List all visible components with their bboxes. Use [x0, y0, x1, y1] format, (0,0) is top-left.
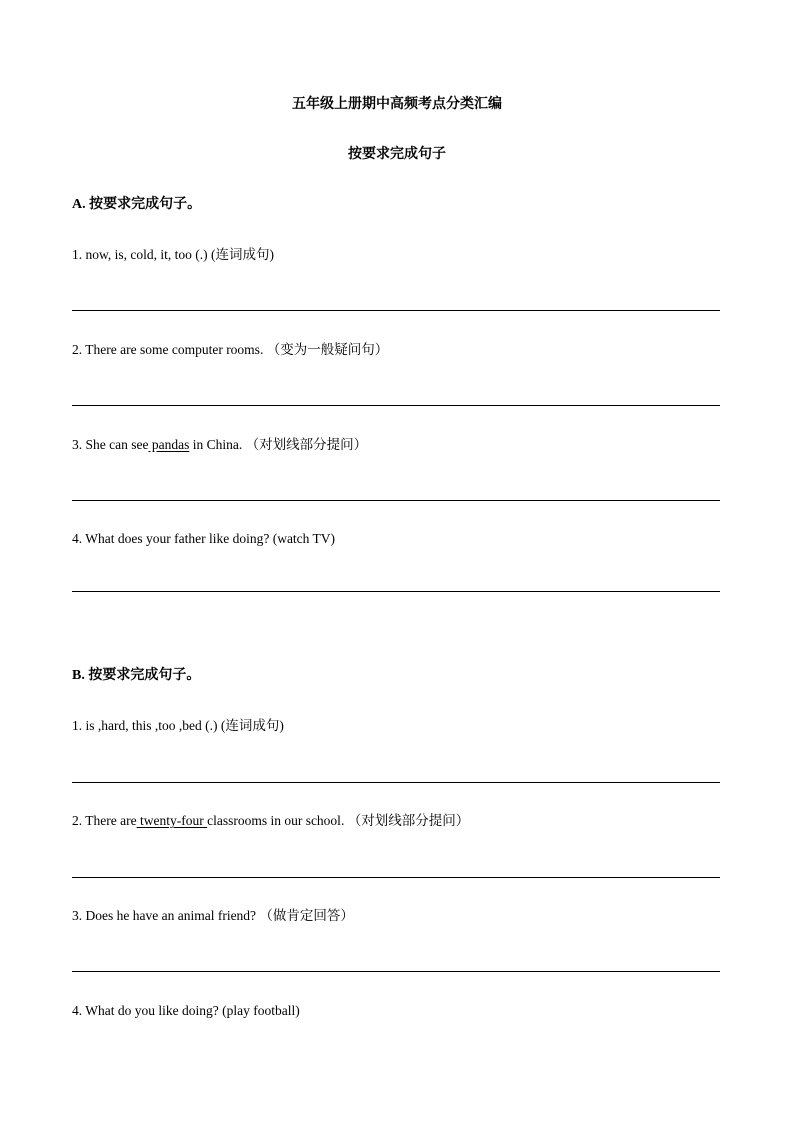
section-b-answer-line-2[interactable] [72, 877, 720, 878]
section-a-answer-line-4[interactable] [72, 591, 720, 592]
question-text: 2. There are [72, 813, 137, 828]
question-text: 3. She can see [72, 437, 149, 452]
section-a-question-4: 4. What does your father like doing? (watch TV) [72, 531, 336, 546]
page-title: 五年级上册期中高频考点分类汇编 [292, 97, 502, 112]
page-subtitle: 按要求完成句子 [348, 147, 446, 162]
section-b-answer-line-3[interactable] [72, 971, 720, 972]
question-text: in China. （对划线部分提问） [189, 437, 368, 452]
section-b-question-1: 1. is ,hard, this ,too ,bed (.) (连词成句) [72, 718, 284, 733]
section-b-question-3: 3. Does he have an animal friend? （做肯定回答） [72, 908, 354, 923]
section-a-heading: A. 按要求完成句子。 [72, 197, 202, 212]
section-a-question-2: 2. There are some computer rooms. （变为一般疑问句） [72, 342, 389, 357]
section-b-answer-line-1[interactable] [72, 782, 720, 783]
section-a-question-3 [72, 436, 367, 454]
question-text: classrooms in our school. （对划线部分提问） [207, 813, 470, 828]
section-a-answer-line-1[interactable] [72, 310, 720, 311]
section-b-heading: B. 按要求完成句子。 [72, 668, 201, 683]
section-b-question-2 [72, 812, 469, 830]
section-a-answer-line-3[interactable] [72, 500, 720, 501]
section-a-answer-line-2[interactable] [72, 405, 720, 406]
underlined-word: twenty-four [136, 813, 208, 828]
underlined-word: pandas [148, 437, 190, 452]
section-a-question-1: 1. now, is, cold, it, too (.) (连词成句) [72, 247, 274, 262]
section-b-question-4: 4. What do you like doing? (play football) [72, 1003, 300, 1018]
